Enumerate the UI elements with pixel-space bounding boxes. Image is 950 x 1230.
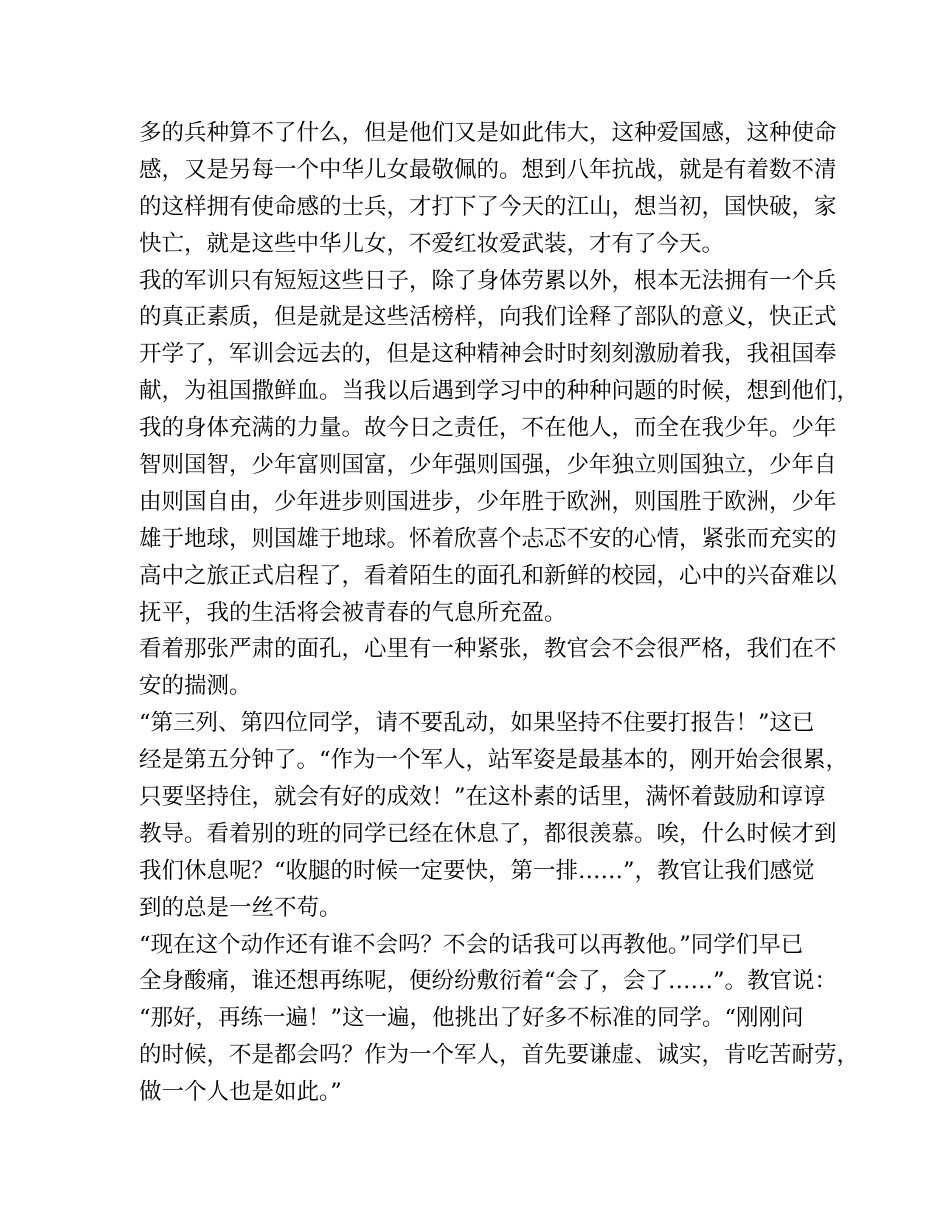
text-line: 的这样拥有使命感的士兵，才打下了今天的江山，想当初，国快破，家 xyxy=(139,193,837,220)
text-line: 经是第五分钟了。“作为一个军人，站军姿是最基本的，刚开始会很累， xyxy=(139,747,849,774)
text-line: 我们休息呢？“收腿的时候一定要快，第一排……”，教官让我们感觉 xyxy=(139,857,815,884)
text-line: 雄于地球，则国雄于地球。怀着欣喜个忐忑不安的心情，紧张而充实的 xyxy=(139,525,837,552)
text-line: 安的揣测。 xyxy=(139,673,252,700)
text-line: 只要坚持住，就会有好的成效！”在这朴素的话里，满怀着鼓励和谆谆 xyxy=(139,784,826,811)
text-line: 由则国自由，少年进步则国进步，少年胜于欧洲，则国胜于欧洲，少年 xyxy=(139,488,837,515)
text-line: 感，又是另每一个中华儿女最敬佩的。想到八年抗战，就是有着数不清 xyxy=(139,156,837,183)
text-line: 看着那张严肃的面孔，心里有一种紧张，教官会不会很严格，我们在不 xyxy=(139,636,837,663)
text-line: 到的总是一丝不苟。 xyxy=(139,894,342,921)
text-line: “现在这个动作还有谁不会吗？不会的话我可以再教他。”同学们早已 xyxy=(139,931,804,958)
text-line: 的时候，不是都会吗？作为一个军人，首先要谦虚、诚实，肯吃苦耐劳， xyxy=(139,1042,860,1069)
text-line: 的真正素质，但是就是这些活榜样，向我们诠释了部队的意义，快正式 xyxy=(139,304,837,331)
text-line: “第三列、第四位同学，请不要乱动，如果坚持不住要打报告！”这已 xyxy=(139,710,815,737)
text-line: 抚平，我的生活将会被青春的气息所充盈。 xyxy=(139,599,567,626)
body-text xyxy=(139,115,860,1111)
text-line: 智则国智，少年富则国富，少年强则国强，少年独立则国独立，少年自 xyxy=(139,452,837,479)
text-line: 多的兵种算不了什么，但是他们又是如此伟大，这种爱国感，这种使命 xyxy=(139,120,837,146)
text-line: 献，为祖国撒鲜血。当我以后遇到学习中的种种问题的时候，想到他们， xyxy=(139,378,860,405)
text-line: 我的身体充满的力量。故今日之责任，不在他人，而全在我少年。少年 xyxy=(139,415,837,442)
text-line: 我的军训只有短短这些日子，除了身体劳累以外，根本无法拥有一个兵 xyxy=(139,267,837,294)
text-line: “那好，再练一遍！”这一遍，他挑出了好多不标准的同学。“刚刚问 xyxy=(139,1005,804,1032)
text-line: 高中之旅正式启程了，看着陌生的面孔和新鲜的校园，心中的兴奋难以 xyxy=(139,562,837,589)
text-line: 快亡，就是这些中华儿女，不爱红妆爱武装，才有了今天。 xyxy=(139,230,725,257)
text-line: 教导。看着别的班的同学已经在休息了，都很羡慕。唉，什么时候才到 xyxy=(139,820,837,847)
text-line: 全身酸痛，谁还想再练呢，便纷纷敷衍着“会了，会了……”。教官说： xyxy=(139,968,838,995)
text-line: 开学了，军训会远去的，但是这种精神会时时刻刻激励着我，我祖国奉 xyxy=(139,341,837,368)
text-line: 做一个人也是如此。” xyxy=(139,1079,342,1106)
